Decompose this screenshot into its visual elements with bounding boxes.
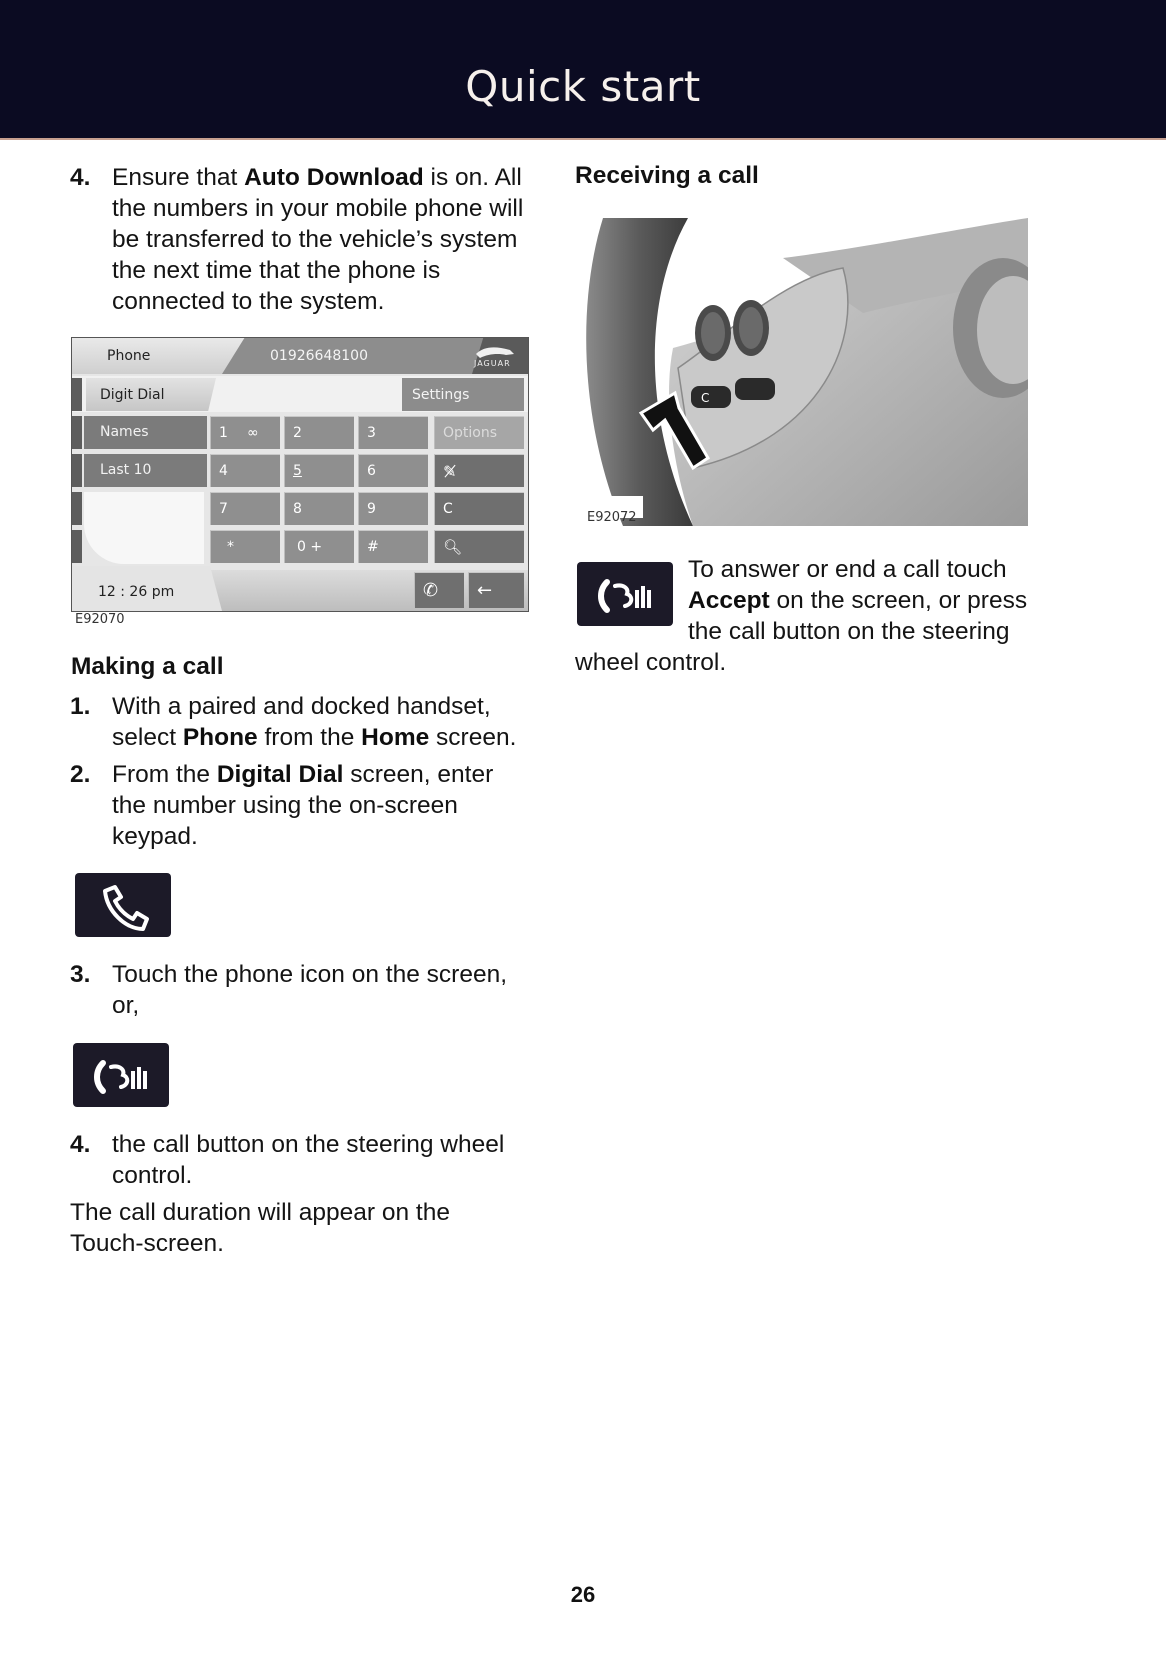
clock-time: 12 : 26 pm [98,584,175,600]
page-header [0,0,1166,140]
figure-caption: E92072 [587,510,637,525]
key-1[interactable]: 1 ∞ [210,416,280,449]
clear-button[interactable]: C [434,492,524,525]
key-0[interactable]: 0 + [284,530,354,563]
accept-term: Accept [688,587,770,614]
section-heading-making-call: Making a call [71,653,224,680]
last10-button[interactable]: Last 10 [84,454,207,487]
key-5[interactable]: 5 [284,454,354,487]
call-duration-note: The call duration will appear on the Touch-screen. [70,1199,450,1257]
phone-screen-figure: Phone 01926648100 JAGUAR Digit Dial Settings Names Last 10 1 ∞ 2 3 Options 4 5 6 ✎̸ 7 8 9 C * 0 + # 🔍︎ 12 : 26 pm ✆ ← [71,337,529,612]
search-button[interactable] [434,530,524,563]
back-arrow-icon: ← [477,580,493,601]
section-heading-receiving-call: Receiving a call [575,162,759,189]
key-2[interactable]: 2 [284,416,354,449]
step-making-2: 2. From the Digital Dial screen, enter the number using the on-screen keypad. [70,761,494,850]
steering-call-button-icon [73,1043,169,1107]
mute-button[interactable] [434,454,524,487]
key-8[interactable]: 8 [284,492,354,525]
jaguar-logo-icon: JAGUAR [470,342,518,370]
key-6[interactable]: 6 [358,454,428,487]
phone-handset-icon: ✆ [423,580,439,601]
key-3[interactable]: 3 [358,416,428,449]
key-9[interactable]: 9 [358,492,428,525]
page-title: Quick start [465,62,701,111]
search-icon: 🔍︎ [443,538,463,556]
step-making-1: 1. With a paired and docked handset, select Phone from the Home screen. [70,693,517,751]
step-auto-download [70,162,550,322]
voicemail-icon: ∞ [247,425,259,441]
page-number: 26 [570,1582,596,1607]
key-7[interactable]: 7 [210,492,280,525]
svg-text:C: C [701,391,710,405]
answer-call-instructions: To answer or end a call touch Accept on the screen, or press the call button on the steering wheel control. [575,556,1028,676]
back-button[interactable] [468,572,524,608]
phone-icon-box [75,873,171,937]
auto-download-term: Auto Download [244,164,424,191]
phone-tab-label[interactable]: Phone [107,348,151,364]
names-button[interactable]: Names [84,416,207,449]
options-button[interactable]: Options [434,416,524,449]
step-text: Ensure that Auto Download is on. All the numbers in your mobile phone will be transferred to the vehicle’s system the next time that the phone is connected to the system. [112,164,524,315]
key-hash[interactable]: # [358,530,428,563]
dialed-number: 01926648100 [270,348,368,364]
steering-wheel-figure [583,218,1028,526]
figure-caption: E92070 [75,612,125,627]
key-star[interactable]: * [210,530,280,563]
step-making-3: 3. Touch the phone icon on the screen, or, [70,961,508,1019]
mute-icon: ✎̸ [443,462,457,481]
step-number: 4. [70,164,91,191]
phone-handset-icon [75,873,171,937]
step-making-4: 4. the call button on the steering wheel control. [70,1131,505,1189]
call-button-icon-box [73,1043,169,1107]
call-button[interactable] [414,572,464,608]
key-4[interactable]: 4 [210,454,280,487]
